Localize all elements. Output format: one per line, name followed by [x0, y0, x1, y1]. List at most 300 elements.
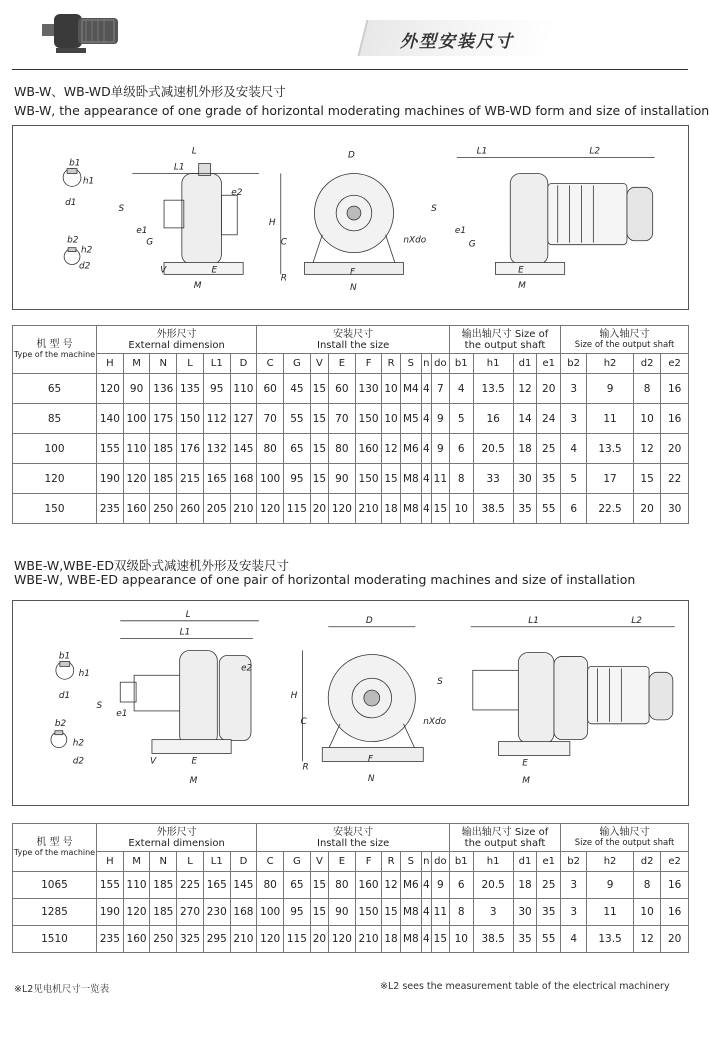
table-cell: 100	[257, 899, 284, 926]
input-header-en: Size of the output shaft	[574, 339, 675, 350]
table-cell: 4	[421, 464, 431, 494]
label-E: E	[211, 265, 218, 276]
table-cell: 8	[633, 374, 660, 404]
model-header	[13, 824, 97, 872]
label-L1-motor: L1	[476, 146, 488, 157]
label-d2: d2	[78, 261, 91, 272]
footnote-cn: ※L2见电机尺寸一览表	[14, 984, 110, 995]
column-header: L	[177, 354, 204, 374]
table-cell: 145	[230, 434, 257, 464]
label-N: N	[350, 283, 357, 294]
header-column-row	[13, 852, 689, 872]
table-cell: 80	[257, 434, 284, 464]
table-cell: 11	[587, 404, 634, 434]
table-cell: 3	[561, 374, 587, 404]
external-header-en: External dimension	[128, 339, 225, 351]
column-header: G	[284, 354, 311, 374]
table-cell: 12	[382, 434, 400, 464]
table-cell: 35	[513, 926, 537, 953]
label-h1: h1	[82, 176, 95, 187]
table-cell: 80	[257, 872, 284, 899]
label-F: F	[350, 267, 356, 278]
table-cell: 20	[661, 926, 689, 953]
table-cell: 120	[329, 494, 356, 524]
table-cell: 115	[284, 926, 311, 953]
table-row	[13, 404, 689, 434]
label-E-motor: E	[518, 265, 524, 276]
input-group-header	[561, 326, 689, 354]
model-header-en: Type of the machine	[13, 349, 96, 359]
table-cell: 150	[177, 404, 204, 434]
table-cell: 150	[355, 899, 382, 926]
external-group-header	[97, 326, 257, 354]
table-cell: 20	[661, 434, 689, 464]
install-header-cn: 安装尺寸	[333, 826, 374, 838]
column-header: do	[431, 852, 449, 872]
table-row	[13, 899, 689, 926]
table-cell: M6	[400, 434, 421, 464]
table-cell: M8	[400, 464, 421, 494]
label-e1-motor: e1	[454, 225, 467, 236]
label2-D: D	[365, 615, 373, 626]
table-cell: 80	[329, 872, 356, 899]
model-cell: 120	[13, 464, 97, 494]
label-S: S	[118, 204, 125, 215]
table-cell: 7	[431, 374, 449, 404]
table-cell: 15	[382, 899, 400, 926]
table-cell: 5	[561, 464, 587, 494]
table-cell: 100	[123, 404, 150, 434]
output-header-cn: 输出轴尺寸 Size of	[461, 826, 549, 838]
table-cell: 120	[97, 374, 124, 404]
table-cell: 16	[661, 374, 689, 404]
table-cell: 11	[587, 899, 634, 926]
header-column-row	[13, 354, 689, 374]
model-cell: 85	[13, 404, 97, 434]
model-cell: 100	[13, 434, 97, 464]
label2-d2: d2	[72, 756, 85, 767]
table-cell: 60	[329, 374, 356, 404]
table-cell: 13.5	[473, 374, 513, 404]
table-cell: 185	[150, 899, 177, 926]
table-cell: 16	[473, 404, 513, 434]
table-cell: 4	[421, 434, 431, 464]
label-L1: L1	[173, 162, 185, 173]
column-header: d1	[513, 852, 537, 872]
page-title: 外型安装尺寸	[400, 32, 514, 52]
table-cell: 16	[661, 404, 689, 434]
table-cell: 11	[431, 899, 449, 926]
table-cell: 10	[382, 404, 400, 434]
table-cell: 60	[257, 374, 284, 404]
table-cell: 16	[661, 899, 689, 926]
table-cell: M4	[400, 374, 421, 404]
label2-M: M	[189, 776, 198, 787]
table2-body	[13, 872, 689, 953]
label2-ndo: nXdo	[423, 716, 447, 727]
table-cell: 4	[421, 926, 431, 953]
table-cell: 22	[661, 464, 689, 494]
footnote-en: ※L2 sees the measurement table of the electrical machinery	[380, 981, 670, 992]
column-header: L1	[203, 852, 230, 872]
table-cell: 120	[123, 464, 150, 494]
table-cell: 4	[421, 494, 431, 524]
table-cell: 3	[561, 872, 587, 899]
table-cell: 235	[97, 926, 124, 953]
table-cell: 145	[230, 872, 257, 899]
label2-N: N	[367, 774, 375, 785]
table-cell: 10	[633, 404, 660, 434]
table-cell: 6	[561, 494, 587, 524]
table-cell: 16	[661, 872, 689, 899]
header-divider	[12, 69, 688, 70]
table-cell: 13.5	[587, 434, 634, 464]
table-cell: 4	[421, 899, 431, 926]
table-row	[13, 374, 689, 404]
model-cell: 65	[13, 374, 97, 404]
column-header: R	[382, 354, 400, 374]
table-cell: 250	[150, 494, 177, 524]
table-cell: 3	[561, 899, 587, 926]
label2-b1: b1	[58, 651, 71, 662]
table-cell: 55	[537, 494, 561, 524]
section1-drawing	[12, 125, 689, 310]
section1-title-cn: WB-W、WB-WD单级卧式减速机外形及安装尺寸	[14, 84, 286, 99]
table-cell: 135	[177, 374, 204, 404]
label-H: H	[268, 217, 276, 228]
table-cell: 6	[449, 434, 473, 464]
label2-L1: L1	[179, 627, 191, 638]
model-cell: 150	[13, 494, 97, 524]
label-L: L	[191, 146, 197, 157]
label2-F: F	[367, 754, 373, 765]
table-cell: 155	[97, 872, 124, 899]
table-cell: 18	[382, 926, 400, 953]
label-d1: d1	[65, 198, 77, 209]
table-cell: 295	[203, 926, 230, 953]
label-h2: h2	[80, 245, 93, 256]
model-header-en: Type of the machine	[13, 847, 96, 857]
column-header: e2	[661, 354, 689, 374]
table-cell: 160	[355, 872, 382, 899]
table-cell: 38.5	[473, 926, 513, 953]
table-cell: 35	[513, 494, 537, 524]
table-cell: 15	[431, 494, 449, 524]
column-header: e1	[537, 354, 561, 374]
column-header: N	[150, 852, 177, 872]
table-cell: 10	[382, 374, 400, 404]
column-header: C	[257, 354, 284, 374]
table-cell: 9	[431, 872, 449, 899]
table-cell: M8	[400, 926, 421, 953]
column-header: H	[97, 852, 124, 872]
column-header: E	[329, 852, 356, 872]
table-cell: 190	[97, 899, 124, 926]
table-cell: 20	[537, 374, 561, 404]
label2-S: S	[96, 700, 103, 711]
table1-header	[13, 326, 689, 374]
column-header: C	[257, 852, 284, 872]
table-cell: 20	[633, 494, 660, 524]
table-cell: 30	[513, 464, 537, 494]
table-cell: 14	[513, 404, 537, 434]
label-ndo: nXdo	[403, 235, 427, 246]
table-cell: 12	[382, 872, 400, 899]
table-cell: 55	[284, 404, 311, 434]
table-cell: 127	[230, 404, 257, 434]
page-header	[0, 0, 710, 70]
table-cell: 160	[355, 434, 382, 464]
table-cell: 215	[177, 464, 204, 494]
column-header: h2	[587, 852, 634, 872]
spec-table-2	[12, 823, 689, 953]
table-cell: 4	[561, 434, 587, 464]
external-header-en: External dimension	[128, 837, 225, 849]
column-header: b1	[449, 354, 473, 374]
input-header-cn: 输入轴尺寸	[599, 826, 650, 838]
table-cell: 55	[537, 926, 561, 953]
table-cell: M6	[400, 872, 421, 899]
input-header-cn: 输入轴尺寸	[599, 328, 650, 340]
column-header: do	[431, 354, 449, 374]
column-header: L	[177, 852, 204, 872]
table-cell: 15	[431, 926, 449, 953]
table-row	[13, 872, 689, 899]
table-cell: 70	[329, 404, 356, 434]
output-group-header	[449, 326, 560, 354]
label2-E-motor: E	[522, 758, 528, 769]
table-cell: 15	[310, 899, 328, 926]
table-cell: 165	[203, 872, 230, 899]
table-cell: 24	[537, 404, 561, 434]
table-cell: 90	[329, 464, 356, 494]
model-cell: 1065	[13, 872, 97, 899]
table-cell: 4	[449, 374, 473, 404]
table-cell: 325	[177, 926, 204, 953]
table-cell: 9	[431, 404, 449, 434]
table-cell: 130	[355, 374, 382, 404]
column-header: D	[230, 852, 257, 872]
table-cell: 120	[329, 926, 356, 953]
label2-H: H	[290, 691, 298, 702]
column-header: d2	[633, 354, 660, 374]
table-cell: 120	[257, 926, 284, 953]
table-cell: 190	[97, 464, 124, 494]
label-G-motor: G	[468, 239, 476, 250]
table-cell: 15	[310, 374, 328, 404]
table-cell: 18	[513, 872, 537, 899]
table-cell: 136	[150, 374, 177, 404]
table-cell: 38.5	[473, 494, 513, 524]
label2-e2: e2	[241, 663, 253, 674]
table-cell: 112	[203, 404, 230, 434]
column-header: N	[150, 354, 177, 374]
table-cell: 8	[449, 899, 473, 926]
table-cell: 250	[150, 926, 177, 953]
table-cell: 120	[123, 899, 150, 926]
column-header: R	[382, 852, 400, 872]
table-cell: 110	[123, 872, 150, 899]
table-cell: 4	[421, 404, 431, 434]
table-cell: 140	[97, 404, 124, 434]
table-cell: M5	[400, 404, 421, 434]
table-cell: 70	[257, 404, 284, 434]
table-cell: 175	[150, 404, 177, 434]
table-cell: 8	[633, 872, 660, 899]
install-group-header	[257, 824, 450, 852]
table-cell: 65	[284, 434, 311, 464]
table-cell: 230	[203, 899, 230, 926]
table-cell: 80	[329, 434, 356, 464]
install-header-cn: 安装尺寸	[333, 328, 374, 340]
label-b2: b2	[67, 235, 79, 246]
label-C: C	[280, 237, 287, 248]
table-cell: 8	[449, 464, 473, 494]
column-header: h1	[473, 852, 513, 872]
table-cell: 210	[355, 926, 382, 953]
model-cell: 1285	[13, 899, 97, 926]
table-cell: 150	[355, 404, 382, 434]
table-cell: 15	[310, 872, 328, 899]
label2-b2: b2	[54, 718, 67, 729]
install-header-en: Install the size	[317, 837, 390, 849]
table-cell: 22.5	[587, 494, 634, 524]
column-header: d1	[513, 354, 537, 374]
column-header: L1	[203, 354, 230, 374]
table-cell: 132	[203, 434, 230, 464]
label-L2: L2	[589, 146, 601, 157]
header-group-row	[13, 824, 689, 852]
input-group-header	[561, 824, 689, 852]
table-cell: 20	[310, 494, 328, 524]
table-cell: 168	[230, 899, 257, 926]
output-header-en: the output shaft	[464, 339, 546, 351]
table-cell: 10	[633, 899, 660, 926]
column-header: e2	[661, 852, 689, 872]
table-cell: 18	[513, 434, 537, 464]
label-e1: e1	[136, 225, 148, 236]
label2-L1-motor: L1	[528, 615, 539, 626]
table1-body	[13, 374, 689, 524]
table-cell: 185	[150, 464, 177, 494]
install-header-en: Install the size	[317, 339, 390, 351]
reducer-logo-icon	[38, 8, 128, 56]
table-cell: 176	[177, 434, 204, 464]
table2-header	[13, 824, 689, 872]
table-cell: 15	[310, 464, 328, 494]
table-cell: 15	[633, 464, 660, 494]
table-cell: 3	[561, 404, 587, 434]
table-cell: 120	[257, 494, 284, 524]
table-cell: 12	[633, 926, 660, 953]
label2-h2: h2	[72, 738, 85, 749]
label2-V: V	[149, 756, 157, 767]
table-cell: 270	[177, 899, 204, 926]
external-group-header	[97, 824, 257, 852]
table-cell: 10	[449, 926, 473, 953]
table-cell: 20.5	[473, 434, 513, 464]
table-cell: 90	[329, 899, 356, 926]
column-header: e1	[537, 852, 561, 872]
table-cell: 210	[355, 494, 382, 524]
model-header-cn: 机 型 号	[36, 836, 73, 848]
table-cell: 210	[230, 494, 257, 524]
table-cell: 12	[633, 434, 660, 464]
table-cell: 30	[661, 494, 689, 524]
label-R: R	[280, 273, 287, 284]
section2-title-en: WBE-W, WBE-ED appearance of one pair of horizontal moderating machines and size of installation	[14, 572, 636, 587]
table-row	[13, 464, 689, 494]
column-header: H	[97, 354, 124, 374]
column-header: V	[310, 852, 328, 872]
table-cell: 95	[284, 464, 311, 494]
table-cell: 100	[257, 464, 284, 494]
table-cell: 95	[203, 374, 230, 404]
label2-R: R	[302, 762, 309, 773]
label-b1: b1	[69, 158, 81, 169]
table-cell: 20	[310, 926, 328, 953]
table-cell: 45	[284, 374, 311, 404]
section1-title-en: WB-W, the appearance of one grade of horizontal moderating machines of WB-WD form and size of installation	[14, 103, 710, 118]
table-cell: 260	[177, 494, 204, 524]
table-cell: 15	[310, 404, 328, 434]
model-header-cn: 机 型 号	[36, 338, 73, 350]
table-cell: 110	[123, 434, 150, 464]
label2-e1: e1	[116, 708, 128, 719]
table-cell: 95	[284, 899, 311, 926]
column-header: S	[400, 852, 421, 872]
table-cell: 185	[150, 434, 177, 464]
label2-L: L	[185, 609, 191, 620]
label2-d1: d1	[58, 691, 71, 702]
section1-drawing-svg	[13, 126, 688, 309]
label-e2: e2	[231, 188, 243, 199]
table-cell: 25	[537, 434, 561, 464]
column-header: S	[400, 354, 421, 374]
column-header: G	[284, 852, 311, 872]
model-header	[13, 326, 97, 374]
table-cell: 160	[123, 494, 150, 524]
table-cell: 33	[473, 464, 513, 494]
table-cell: 15	[310, 434, 328, 464]
label-G: G	[146, 237, 154, 248]
table-cell: 12	[513, 374, 537, 404]
column-header: D	[230, 354, 257, 374]
table-cell: 35	[537, 464, 561, 494]
table-cell: M8	[400, 494, 421, 524]
column-header: M	[123, 852, 150, 872]
column-header: M	[123, 354, 150, 374]
table-row	[13, 434, 689, 464]
label2-S-motor: S	[437, 677, 443, 688]
column-header: h1	[473, 354, 513, 374]
section2-drawing	[12, 600, 689, 806]
label-M-motor: M	[518, 281, 526, 292]
table-cell: 115	[284, 494, 311, 524]
input-header-en: Size of the output shaft	[574, 837, 675, 848]
table-cell: 65	[284, 872, 311, 899]
column-header: V	[310, 354, 328, 374]
table-cell: 205	[203, 494, 230, 524]
column-header: b1	[449, 852, 473, 872]
column-header: b2	[561, 354, 587, 374]
table-cell: M8	[400, 899, 421, 926]
label-D: D	[348, 150, 355, 161]
label2-C: C	[300, 716, 307, 727]
column-header: d2	[633, 852, 660, 872]
external-header-cn: 外形尺寸	[156, 826, 197, 838]
table-cell: 4	[421, 374, 431, 404]
